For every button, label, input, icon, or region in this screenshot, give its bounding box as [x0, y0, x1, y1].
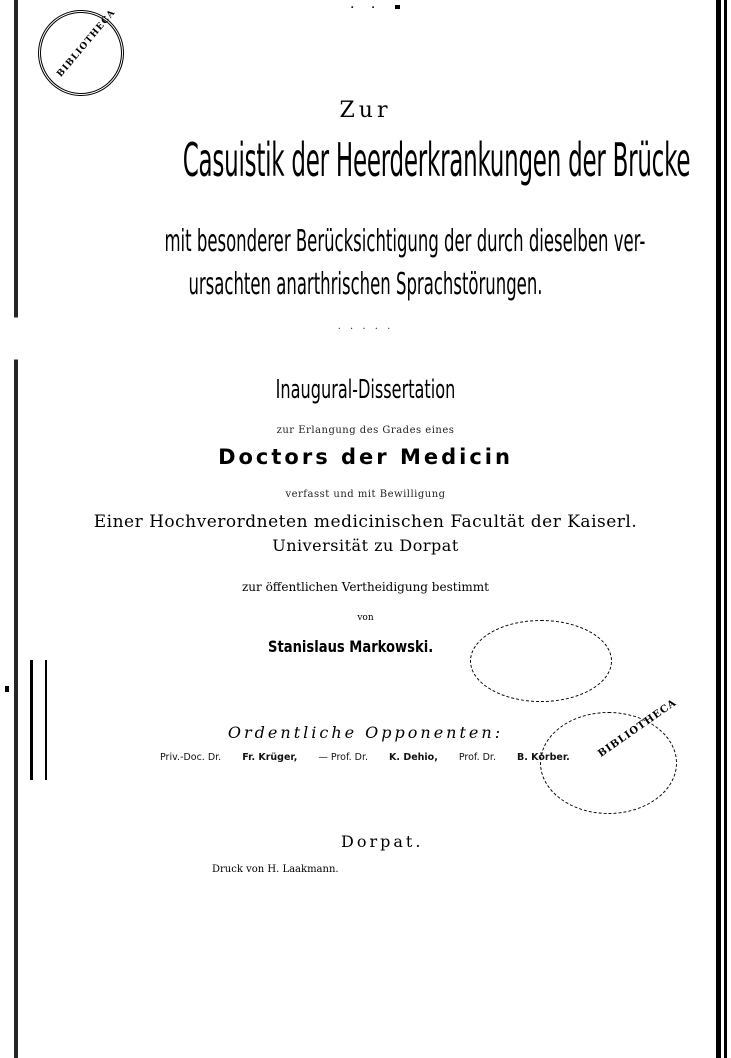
opponent-3: Prof. Dr. B. Körber.	[458, 752, 570, 763]
by-text: von	[357, 613, 374, 623]
subtitle-line-1: mit besonderer Berücksichtigung der durch dieselben ver-	[164, 224, 646, 259]
opponents-heading: Ordentliche Opponenten:	[227, 723, 504, 742]
library-stamp-top-left	[26, 0, 136, 108]
top-mark: · ·	[350, 0, 382, 16]
library-stamp-bottom-right	[540, 697, 679, 814]
stamp-text: BIBLIOTHECA	[596, 697, 679, 760]
binding-thread	[30, 660, 47, 780]
defense-text: zur öffentlichen Vertheidigung bestimmt	[241, 580, 489, 594]
purpose-text: zur Erlangung des Grades eines	[276, 425, 455, 436]
university-text: Universität zu Dorpat	[272, 536, 459, 555]
stamp-text: BIBLIOTHECA	[55, 7, 118, 80]
speck	[395, 5, 400, 9]
opponent-2: — Prof. Dr. K. Dehio,	[318, 752, 438, 763]
degree-title: Doctors der Medicin	[218, 445, 513, 469]
opponent-1: Priv.-Doc. Dr. Fr. Krüger,	[160, 752, 298, 763]
dissertation-heading: Inaugural-Dissertation	[275, 375, 456, 405]
opponents-list	[160, 752, 588, 763]
faint-stamp-middle	[470, 620, 612, 702]
printer-imprint: Druck von H. Laakmann.	[212, 864, 339, 875]
subtitle-line-2: ursachten anarthrischen Sprachstörungen.	[188, 267, 543, 302]
city: Dorpat.	[341, 832, 424, 851]
separator-dots: · · · · ·	[337, 324, 394, 335]
speck	[5, 686, 9, 692]
title-zur: Zur	[339, 98, 392, 123]
approval-text: verfasst und mit Bewilligung	[285, 489, 446, 500]
faculty-text: Einer Hochverordneten medicinischen Facultät der Kaiserl.	[93, 512, 638, 532]
author-name: Stanislaus Markowski.	[268, 637, 434, 656]
main-title: Casuistik der Heerderkrankungen der Brücke	[182, 133, 691, 187]
